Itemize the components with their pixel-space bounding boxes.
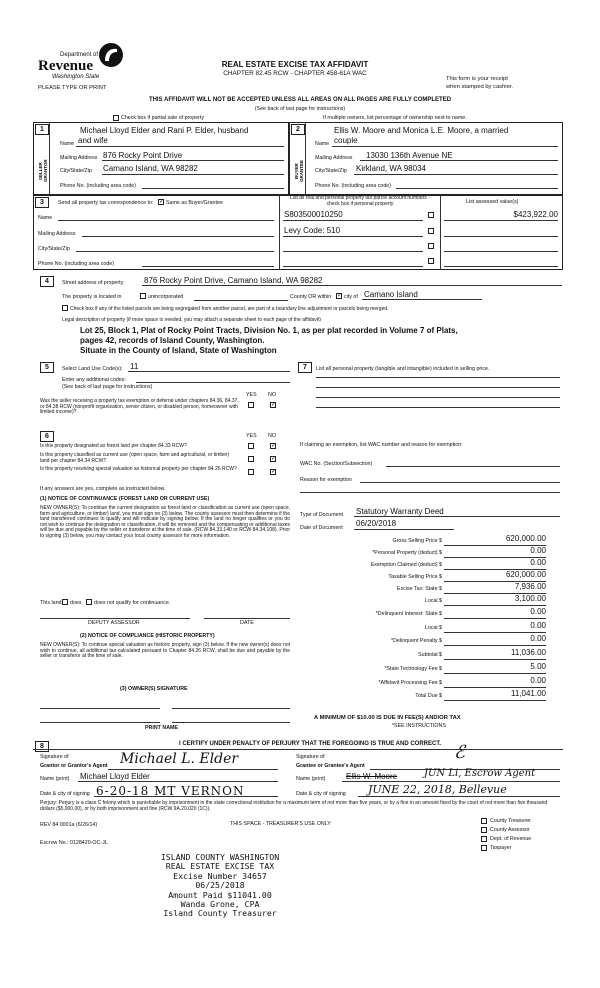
stamp-line: REAL ESTATE EXCISE TAX — [165, 861, 275, 872]
copy-county-treasurer: County Treasurer — [490, 818, 531, 824]
buyer-mailing: 13030 136th Avenue NE — [366, 151, 453, 160]
section-7-number: 7 — [298, 362, 312, 373]
legal-line-2: pages 42, records of Island County, Washington. — [80, 336, 265, 345]
segregated-label: Check box if any of the listed parcels are being segregated from another parcel, are part of a boundary line adjustment or parcels being merged. — [70, 306, 389, 312]
form-title: REAL ESTATE EXCISE TAX AFFIDAVIT — [221, 60, 369, 69]
grantee-agent-label: Grantee or Grantee's Agent — [296, 763, 365, 769]
exemption-yes-checkbox[interactable] — [248, 402, 254, 408]
legal-line-1: Lot 25, Block 1, Plat of Rocky Point Tracts, Division No. 1, as per plat recorded in Volume 7 of Plats, — [80, 326, 458, 335]
rev-number: REV 84 0001a (6/26/14) — [40, 822, 98, 828]
s3-mailing-label: Mailing Address — [38, 231, 76, 237]
copy-county-assessor: County Assessor — [490, 827, 530, 833]
partial-sale-label: Check box if partial sale of property — [121, 115, 205, 121]
doc-date: 06/20/2018 — [356, 519, 397, 528]
tax-row: Excise Tax: State $ 7,936.00 — [397, 582, 546, 592]
copy-dor: Dept. of Revenue — [490, 836, 532, 842]
same-as-buyer-checkbox[interactable]: ✓ — [159, 199, 165, 205]
legal-label: Legal description of property (if more space is needed, you may attach a separate sheet to each page of the affidavit) — [62, 317, 321, 323]
historic-yes-checkbox[interactable] — [248, 469, 254, 475]
warning-line: THIS AFFIDAVIT WILL NOT BE ACCEPTED UNLESS ALL AREAS ON ALL PAGES ARE FULLY COMPLETED — [148, 97, 452, 103]
dor-logo — [38, 40, 128, 84]
section-8-number: 8 — [35, 741, 49, 752]
tax-row: Exemption Claimed (deduct) $ 0.00 — [370, 558, 546, 568]
dept-line: Department of — [60, 52, 99, 58]
stamp-line: ISLAND COUNTY WASHINGTON — [160, 852, 280, 862]
section-6-number: 6 — [40, 431, 54, 442]
forest-land-question: Is this property designated as forest land per chapter 84.33 RCW? — [40, 443, 187, 449]
land-use-code: 11 — [130, 362, 139, 371]
wac-label: WAC No. (Section/Subsection) — [300, 461, 373, 467]
grantee-date-label: Date & city of signing — [296, 791, 346, 797]
s3-name-label: Name — [38, 215, 53, 221]
parcel-personal-checkbox-3[interactable] — [428, 243, 434, 249]
owner-signature-label: (3) OWNER(S) SIGNATURE — [120, 686, 188, 692]
historic-no-checkbox[interactable]: ✓ — [271, 469, 277, 475]
current-use-no-checkbox[interactable]: ✓ — [271, 456, 277, 462]
street-label: Street address of property: — [62, 280, 125, 286]
grantor-date-label: Date & city of signing — [40, 791, 90, 797]
s5-yes: YES — [246, 392, 257, 398]
type-print: PLEASE TYPE OR PRINT — [38, 85, 107, 91]
current-use-question: Is this property classified as current use (open space, farm and agricultural, or timber) land per chapter 84.34 RCW? — [40, 452, 230, 464]
grantee-date-city: JUNE 22, 2018, Bellevue — [368, 783, 507, 796]
exemption-question: Was the seller receiving a property tax exemption or deferral under chapters 84.36, 84.37, or 84.38 RCW (nonprofit organization, senior citizen, or disabled person, homeowner with limited income)? — [40, 398, 239, 416]
doc-date-label: Date of Document — [300, 525, 343, 531]
reason-label: Reason for exemption — [300, 477, 352, 483]
stamp-line: Excise Number 34657 — [173, 870, 267, 881]
does-checkbox[interactable] — [62, 599, 68, 605]
assessed-value: $423,922.00 — [513, 210, 558, 219]
if-yes-note: If any answers are yes, complete as instructed below. — [40, 486, 166, 492]
stamp-line: 06/25/2018 — [195, 880, 245, 891]
copy-county-treasurer-checkbox[interactable] — [481, 818, 487, 824]
buyer-city: Kirkland, WA 98034 — [356, 164, 426, 173]
deputy-assessor-label: DEPUTY ASSESSOR — [88, 620, 140, 626]
s3-city-label: City/State/Zip — [38, 246, 70, 252]
buyer-name-line2: couple — [334, 136, 358, 145]
copy-dor-checkbox[interactable] — [481, 836, 487, 842]
forest-no-checkbox[interactable]: ✓ — [271, 443, 277, 449]
tax-row: Gross Selling Price $ 620,000.00 — [392, 534, 546, 544]
treasurer-space: THIS SPACE - TREASURER'S USE ONLY — [230, 821, 331, 827]
grantor-date-city: 6-20-18 MT VERNON — [96, 784, 245, 798]
grantee-sig-label: Signature of — [296, 754, 325, 760]
tax-row: *Personal Property (deduct) $ 0.00 — [372, 546, 546, 556]
additional-codes-label: Enter any additional codes: — [62, 377, 126, 383]
seller-name-label: Name — [60, 141, 75, 147]
section-1-number: 1 — [35, 124, 49, 135]
s5-see-back: (See back of last page for instructions) — [62, 384, 153, 390]
doc-type-label: Type of Document — [300, 512, 343, 518]
city-of-label: city of — [344, 294, 358, 300]
does-not-label: does not qualify for continuance. — [94, 600, 171, 606]
tax-row: Taxable Selling Price $ 620,000.00 — [388, 570, 546, 580]
grantor-sig-label: Signature of — [40, 754, 69, 760]
seller-name-line2: and wife — [78, 136, 108, 145]
see-back-line: (See back of last page for instructions) — [254, 106, 346, 112]
tax-row: *Delinquent Interest: State $ 0.00 — [375, 607, 546, 617]
levy-code: Levy Code: 510 — [284, 226, 341, 235]
multiple-owners-note: If multiple owners, list percentage of ownership next to name. — [323, 115, 467, 121]
seller-side-label: SELLER GRANTOR — [38, 159, 48, 183]
stamp-line: Amount Paid $11041.00 — [168, 889, 272, 900]
treasurer-stamp — [140, 853, 300, 919]
notice-2-body: NEW OWNER(S): To continue special valuation as historic property, sign (3) below. If the new owner(s) does not wish to continue, all additional tax calculated pursuant to Chapter 84.26 RCW, shall be due and payable by the seller or transferor at the time of sale. — [40, 642, 290, 660]
does-not-checkbox[interactable] — [86, 599, 92, 605]
stamp-line: Island County Treasurer — [163, 908, 277, 919]
tax-row: *Delinquent Penalty $ 0.00 — [391, 634, 546, 644]
parcel-header: List all real and personal property tax parcel account numbers - check box if personal property — [290, 195, 430, 207]
notice-2-title: (2) NOTICE OF COMPLIANCE (HISTORIC PROPERTY) — [80, 633, 215, 639]
doc-type: Statutory Warranty Deed — [356, 507, 444, 516]
grantee-name: Ellis W. Moore — [346, 772, 398, 781]
exemption-claim-label: If claiming an exemption, list WAC number and reason for exemption: — [300, 442, 463, 448]
print-name-label: PRINT NAME — [145, 725, 178, 731]
receipt-1: This form is your receipt — [446, 76, 508, 82]
parcel-personal-checkbox-4[interactable] — [428, 258, 434, 264]
s5-no: NO — [268, 392, 276, 398]
grantor-name: Michael Lloyd Elder — [80, 772, 150, 781]
seller-phone-label: Phone No. (including area code) — [60, 183, 136, 189]
seller-mailing: 876 Rocky Point Drive — [103, 151, 183, 160]
send-correspondence-label: Send all property tax correspondence to: — [58, 200, 154, 206]
dor-logo-mark — [98, 42, 124, 68]
tax-row: Local $ 3,100.00 — [424, 594, 546, 604]
grantee-name-label: Name (print) — [296, 776, 326, 782]
same-as-buyer-label: Same as Buyer/Grantee — [166, 200, 223, 206]
buyer-name-line1: Ellis W. Moore and Monica L.E. Moore, a married — [334, 126, 509, 135]
tax-row: *Affidavit Processing Fee $ 0.00 — [378, 676, 546, 686]
escrow-number: Escrow No.: 0128420-OC-JL — [40, 840, 108, 846]
copy-taxpayer: Taxpayer — [490, 845, 512, 851]
grantee-handwritten-name: JUN Li, Escrow Agent — [424, 768, 536, 779]
perjury-statement: Perjury: Perjury is a class C felony which is punishable by imprisonment in the state correctional institution for a maximum term of not more than five years, or by a fine in an amount fixed by the court of not more than five thousand dollars ($5,000.00), or by both imprisonment and fine (RCW 9A.20.020 (1C)). — [40, 800, 548, 812]
buyer-name-label: Name — [315, 141, 330, 147]
unincorporated-checkbox[interactable] — [140, 293, 146, 299]
seller-mailing-label: Mailing Address — [60, 155, 98, 161]
exemption-no-checkbox[interactable]: ✓ — [271, 402, 277, 408]
seller-name-line1: Michael Lloyd Elder and Rani P. Elder, husband — [80, 126, 249, 135]
unincorporated-label: unincorporated — [148, 294, 184, 300]
notice-1-body: NEW OWNER(S): To continue the current designation as forest land or classification as current use (open space, farm and agriculture, or timber) land, you must sign on (3) below. The county assessor must then determine if the land transferred continues to qualify and will indicate by signing below. If the land no longer qualifies or you do not wish to continue the designation or classification, it will be removed and the compensating or additional taxes will be due and payable by the seller or transferor at the time of sale. (RCW 84.33.140 or RCW 84.34.108). Prior to signing (3) below, you may contact your local county assessor for more information. — [40, 505, 290, 539]
section-3-number: 3 — [35, 197, 49, 208]
historic-question: Is this property receiving special valuation as historical property per chapter 84.26 RCW? — [40, 466, 237, 472]
certify-statement: I CERTIFY UNDER PENALTY OF PERJURY THAT THE FOREGOING IS TRUE AND CORRECT. — [178, 741, 442, 747]
copy-taxpayer-checkbox[interactable] — [481, 845, 487, 851]
s3-phone-label: Phone No. (including area code) — [38, 261, 114, 267]
current-use-yes-checkbox[interactable] — [248, 456, 254, 462]
section-5-number: 5 — [40, 362, 54, 373]
seller-city: Camano Island, WA 98282 — [103, 164, 198, 173]
stamp-line: Wanda Grone, CPA — [180, 899, 260, 910]
grantor-name-label: Name (print) — [40, 776, 70, 782]
tax-row: *State Technology Fee $ 5.00 — [384, 662, 546, 672]
located-in-label: The property is located in — [62, 294, 122, 300]
parcel-personal-checkbox-1[interactable] — [428, 212, 434, 218]
seller-city-label: City/State/Zip — [60, 168, 92, 174]
segregated-checkbox[interactable] — [62, 305, 68, 311]
copy-county-assessor-checkbox[interactable] — [481, 827, 487, 833]
s6-no: NO — [268, 433, 276, 439]
s6-yes: YES — [246, 433, 257, 439]
this-land-label: This land — [40, 600, 62, 606]
legal-line-3: Situate in the County of Island, State of Washington — [80, 346, 277, 355]
receipt-2: when stamped by cashier. — [446, 84, 514, 90]
land-use-label: Select Land Use Code(s): — [62, 366, 123, 372]
minimum-fee-note: A MINIMUM OF $10.00 IS DUE IN FEE(S) AND/OR TAX — [314, 715, 461, 721]
property-city: Camano Island — [364, 290, 418, 299]
section-2-number: 2 — [291, 124, 305, 135]
buyer-phone-label: Phone No. (including area code) — [315, 183, 391, 189]
buyer-city-label: City/State/Zip — [315, 168, 347, 174]
buyer-side-label: BUYER GRANTEE — [294, 160, 304, 183]
does-label: does — [70, 600, 82, 606]
tax-row: Local $ 0.00 — [424, 621, 546, 631]
grantor-signature: Michael L. Elder — [120, 751, 239, 767]
buyer-mailing-label: Mailing Address — [315, 155, 353, 161]
parcel-number: S803500010250 — [284, 210, 343, 219]
section-4-number: 4 — [40, 276, 54, 287]
parcel-personal-checkbox-2[interactable] — [428, 228, 434, 234]
grantee-signature: ℰ — [454, 742, 465, 763]
personal-property-label: List all personal property (tangible and intangible) included in selling price. — [316, 366, 490, 372]
assessed-header: List assessed value(s) — [466, 199, 519, 205]
form-chapter: CHAPTER 82.45 RCW - CHAPTER 458-61A WAC — [223, 70, 367, 77]
see-instructions-note: *SEE INSTRUCTIONS — [392, 723, 446, 729]
city-of-checkbox[interactable]: ✓ — [337, 293, 343, 299]
forest-yes-checkbox[interactable] — [248, 443, 254, 449]
county-or-within-label: County OR within — [290, 294, 332, 300]
deputy-date-label: DATE — [240, 620, 254, 626]
property-street: 876 Rocky Point Drive, Camano Island, WA 98282 — [144, 276, 323, 285]
state-line: Washington State — [52, 74, 100, 80]
grantor-agent-label: Grantor or Grantor's Agent — [40, 763, 108, 769]
tax-row: Subtotal $ 11,036.00 — [418, 648, 546, 658]
notice-1-title: (1) NOTICE OF CONTINUANCE (FOREST LAND OR CURRENT USE) — [40, 496, 210, 502]
revenue-wordmark: Revenue — [38, 58, 93, 74]
partial-sale-checkbox[interactable] — [113, 115, 119, 121]
tax-row: Total Due $ 11,041.00 — [415, 689, 546, 699]
